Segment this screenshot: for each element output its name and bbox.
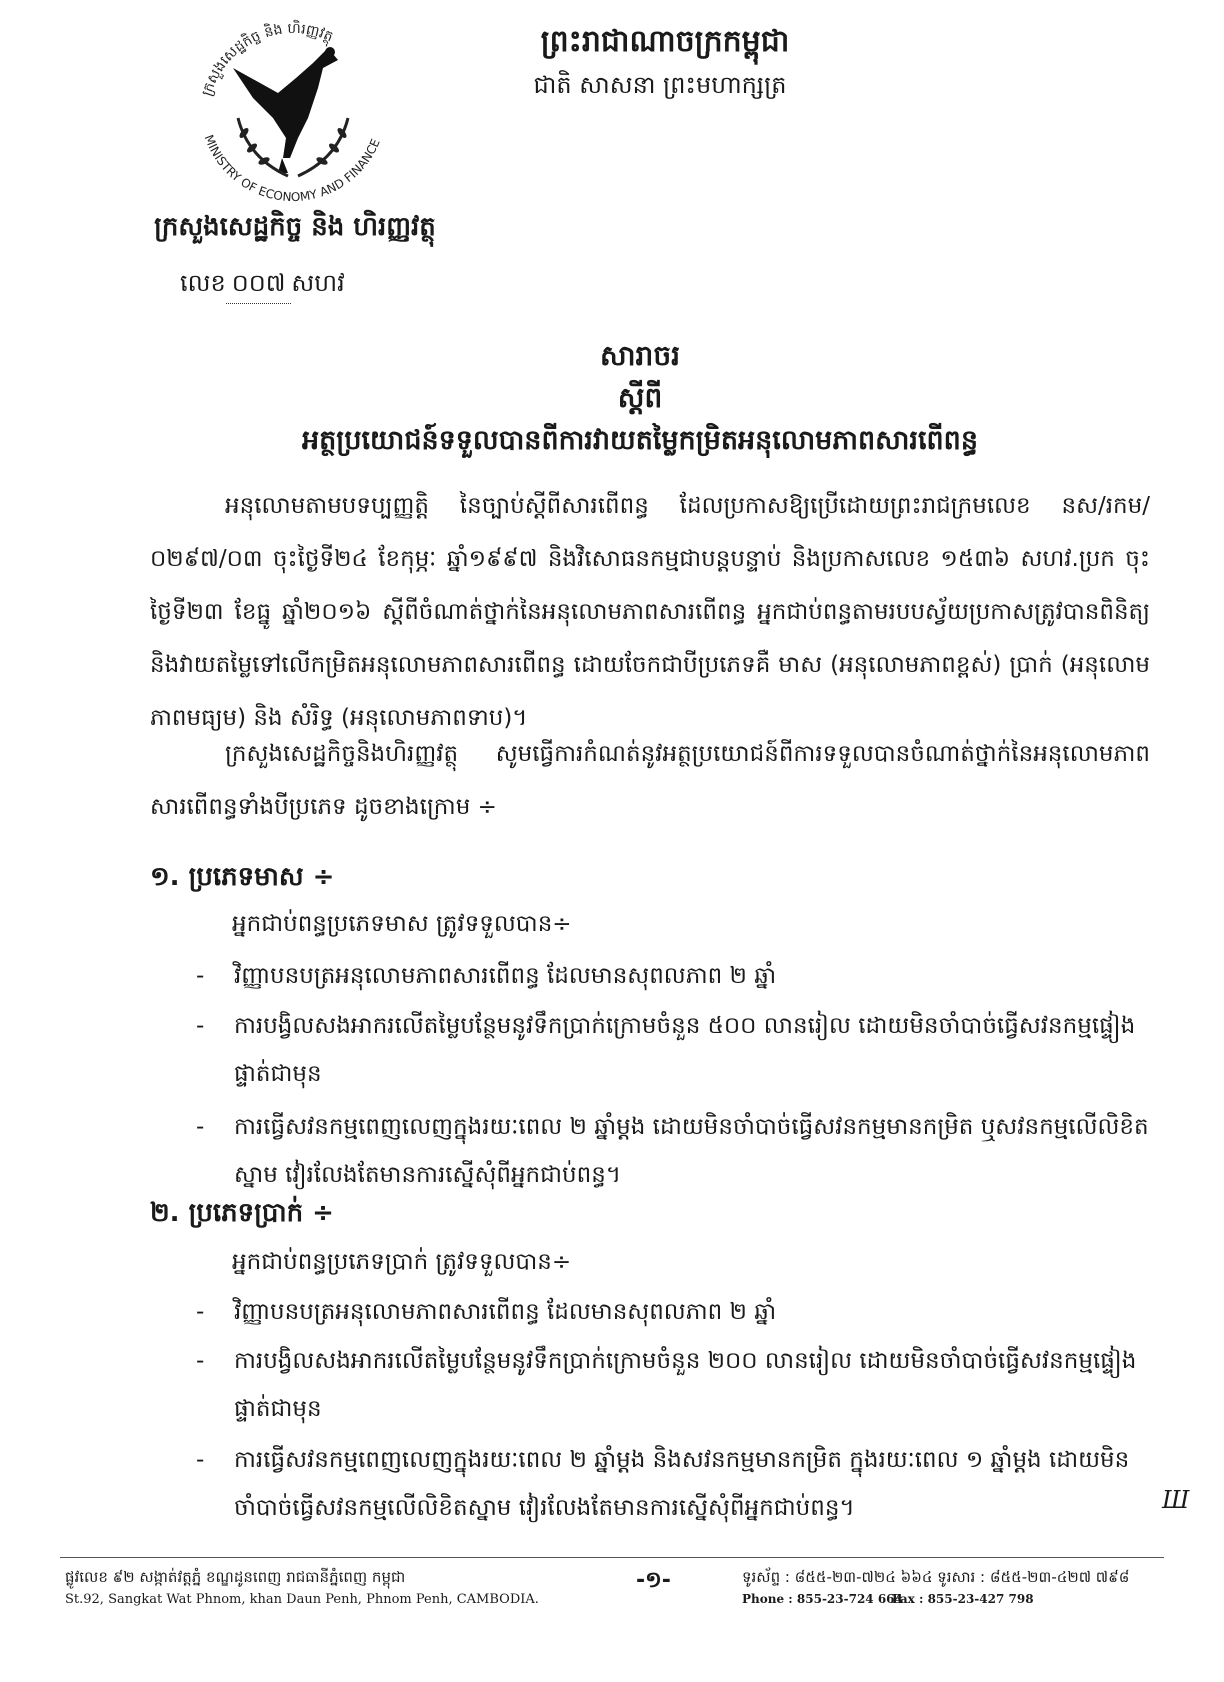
section-heading-silver: ២. ប្រភេទប្រាក់ ÷ xyxy=(150,1198,334,1228)
footer-divider xyxy=(60,1557,1164,1558)
doc-subject-label: ស្តីពី xyxy=(617,381,663,414)
doc-no-label: លេខ xyxy=(180,269,226,297)
paragraph-purpose: ក្រសួងសេដ្ឋកិច្ចនិងហិរញ្ញវត្ថុ សូមធ្វើការកំណត់នូវអត្ថប្រយោជន៍ពីការទទួលបានចំណាត់ថ្នាក់នៃអនុលោមភាពសារពើពន្ធទាំងបីប្រភេទ ដូចខាងក្រោម ÷ xyxy=(150,741,1150,820)
ministry-name: ក្រសួងសេដ្ឋកិច្ច និង ហិរញ្ញវត្ថុ xyxy=(154,212,436,242)
document-number xyxy=(180,268,345,304)
phone-english: Phone : 855-23-724 664 xyxy=(742,1592,903,1606)
list-item: - ការបង្វិលសងអាករលើតម្លៃបន្ថែមនូវទឹកប្រាក់ក្រោមចំនួន ២០០ លានរៀល ដោយមិនចាំបាច់ធ្វើសវនកម្មផ្ទៀងផ្ទាត់ជាមុន xyxy=(196,1348,1137,1422)
address-khmer: ផ្លូវលេខ ៩២ សង្កាត់វត្តភ្នំ ខណ្ឌដូនពេញ រាជធានីភ្នំពេញ កម្ពុជា xyxy=(65,1568,406,1586)
kingdom-title: ព្រះរាជាណាចក្រកម្ពុជា xyxy=(540,24,790,59)
phone-fax-khmer: ទូរស័ព្ទ : ៨៥៥-២៣-៧២៤ ៦៦៤ ទូរសារ : ៨៥៥-២៣-៤២៧ ៧៩៨ xyxy=(742,1568,1130,1586)
doc-no-suffix: សហវ xyxy=(291,269,345,297)
national-motto: ជាតិ សាសនា ព្រះមហាក្សត្រ xyxy=(533,71,787,99)
page-number: -១- xyxy=(636,1568,671,1593)
fax-english: Fax : 855-23-427 798 xyxy=(892,1592,1034,1606)
logo-khmer-arc: ក្រសួងសេដ្ឋកិច្ច និង ហិរញ្ញវត្ថុ xyxy=(199,20,336,99)
section-intro-gold: អ្នកជាប់ពន្ធប្រភេទមាស ត្រូវទទួលបាន÷ xyxy=(232,911,572,937)
paragraph-intro: អនុលោមតាមបទប្បញ្ញត្តិ នៃច្បាប់ស្តីពីសារពើពន្ធ ដែលប្រកាសឱ្យប្រើដោយព្រះរាជក្រមលេខ នស/រកម/០២៩៧/០៣ ចុះថ្ងៃទី២៤ ខែកុម្ភៈ ឆ្នាំ១៩៩៧ និងវិសោធនកម្មជាបន្តបន្ទាប់ និងប្រកាសលេខ ១៥៣៦ សហវ.ប្រក ចុះថ្ងៃទី២៣ ខែធ្នូ ឆ្នាំ២០១៦ ស្តីពីចំណាត់ថ្នាក់នៃអនុលោមភាពសារពើពន្ធ អ្នកជាប់ពន្ធតាមរបបស្វ័យប្រកាសត្រូវបានពិនិត្យនិងវាយតម្លៃទៅលើកម្រិតអនុលោមភាពសារពើពន្ធ ដោយចែកជាបីប្រភេទគឺ មាស (អនុលោមភាពខ្ពស់) ប្រាក់ (អនុលោមភាពមធ្យម) និង សំរិទ្ធ (អនុលោមភាពទាប)។ xyxy=(150,493,1150,731)
doc-type: សារាចរ xyxy=(600,339,680,372)
section-intro-silver: អ្នកជាប់ពន្ធប្រភេទប្រាក់ ត្រូវទទួលបាន÷ xyxy=(232,1249,572,1275)
logo-english-arc: MINISTRY OF ECONOMY AND FINANCE xyxy=(201,132,383,205)
ministry-logo xyxy=(178,8,408,218)
handwritten-initial: Ш xyxy=(1162,1486,1190,1514)
address-english: St.92, Sangkat Wat Phnom, khan Daun Penh, Phnom Penh, CAMBODIA. xyxy=(65,1592,539,1607)
list-item: - វិញ្ញាបនបត្រអនុលោមភាពសារពើពន្ធ ដែលមានសុពលភាព ២ ឆ្នាំ xyxy=(196,963,777,989)
section-heading-gold: ១. ប្រភេទមាស ÷ xyxy=(150,862,335,892)
list-item: - ការបង្វិលសងអាករលើតម្លៃបន្ថែមនូវទឹកប្រាក់ក្រោមចំនួន ៥០០ លានរៀល ដោយមិនចាំបាច់ធ្វើសវនកម្មផ្ទៀងផ្ទាត់ជាមុន xyxy=(196,1013,1136,1087)
doc-no-value: ០០៧ xyxy=(226,268,292,304)
list-item: - វិញ្ញាបនបត្រអនុលោមភាពសារពើពន្ធ ដែលមានសុពលភាព ២ ឆ្នាំ xyxy=(196,1299,777,1325)
list-item: - ការធ្វើសវនកម្មពេញលេញក្នុងរយៈពេល ២ ឆ្នាំម្តង ដោយមិនចាំបាច់ធ្វើសវនកម្មមានកម្រិត ឬសវនកម្មលើលិខិតស្នាម វៀរលែងតែមានការស្នើសុំពីអ្នកជាប់ពន្ធ។ xyxy=(196,1114,1149,1188)
list-item: - ការធ្វើសវនកម្មពេញលេញក្នុងរយៈពេល ២ ឆ្នាំម្តង និងសវនកម្មមានកម្រិត ក្នុងរយៈពេល ១ ឆ្នាំម្តង ដោយមិនចាំបាច់ធ្វើសវនកម្មលើលិខិតស្នាម វៀរលែងតែមានការស្នើសុំពីអ្នកជាប់ពន្ធ។ xyxy=(196,1447,1130,1521)
bird-icon xyxy=(233,47,338,173)
doc-subject: អត្ថប្រយោជន៍ទទួលបានពីការវាយតម្លៃកម្រិតអនុលោមភាពសារពើពន្ធ xyxy=(302,425,978,456)
